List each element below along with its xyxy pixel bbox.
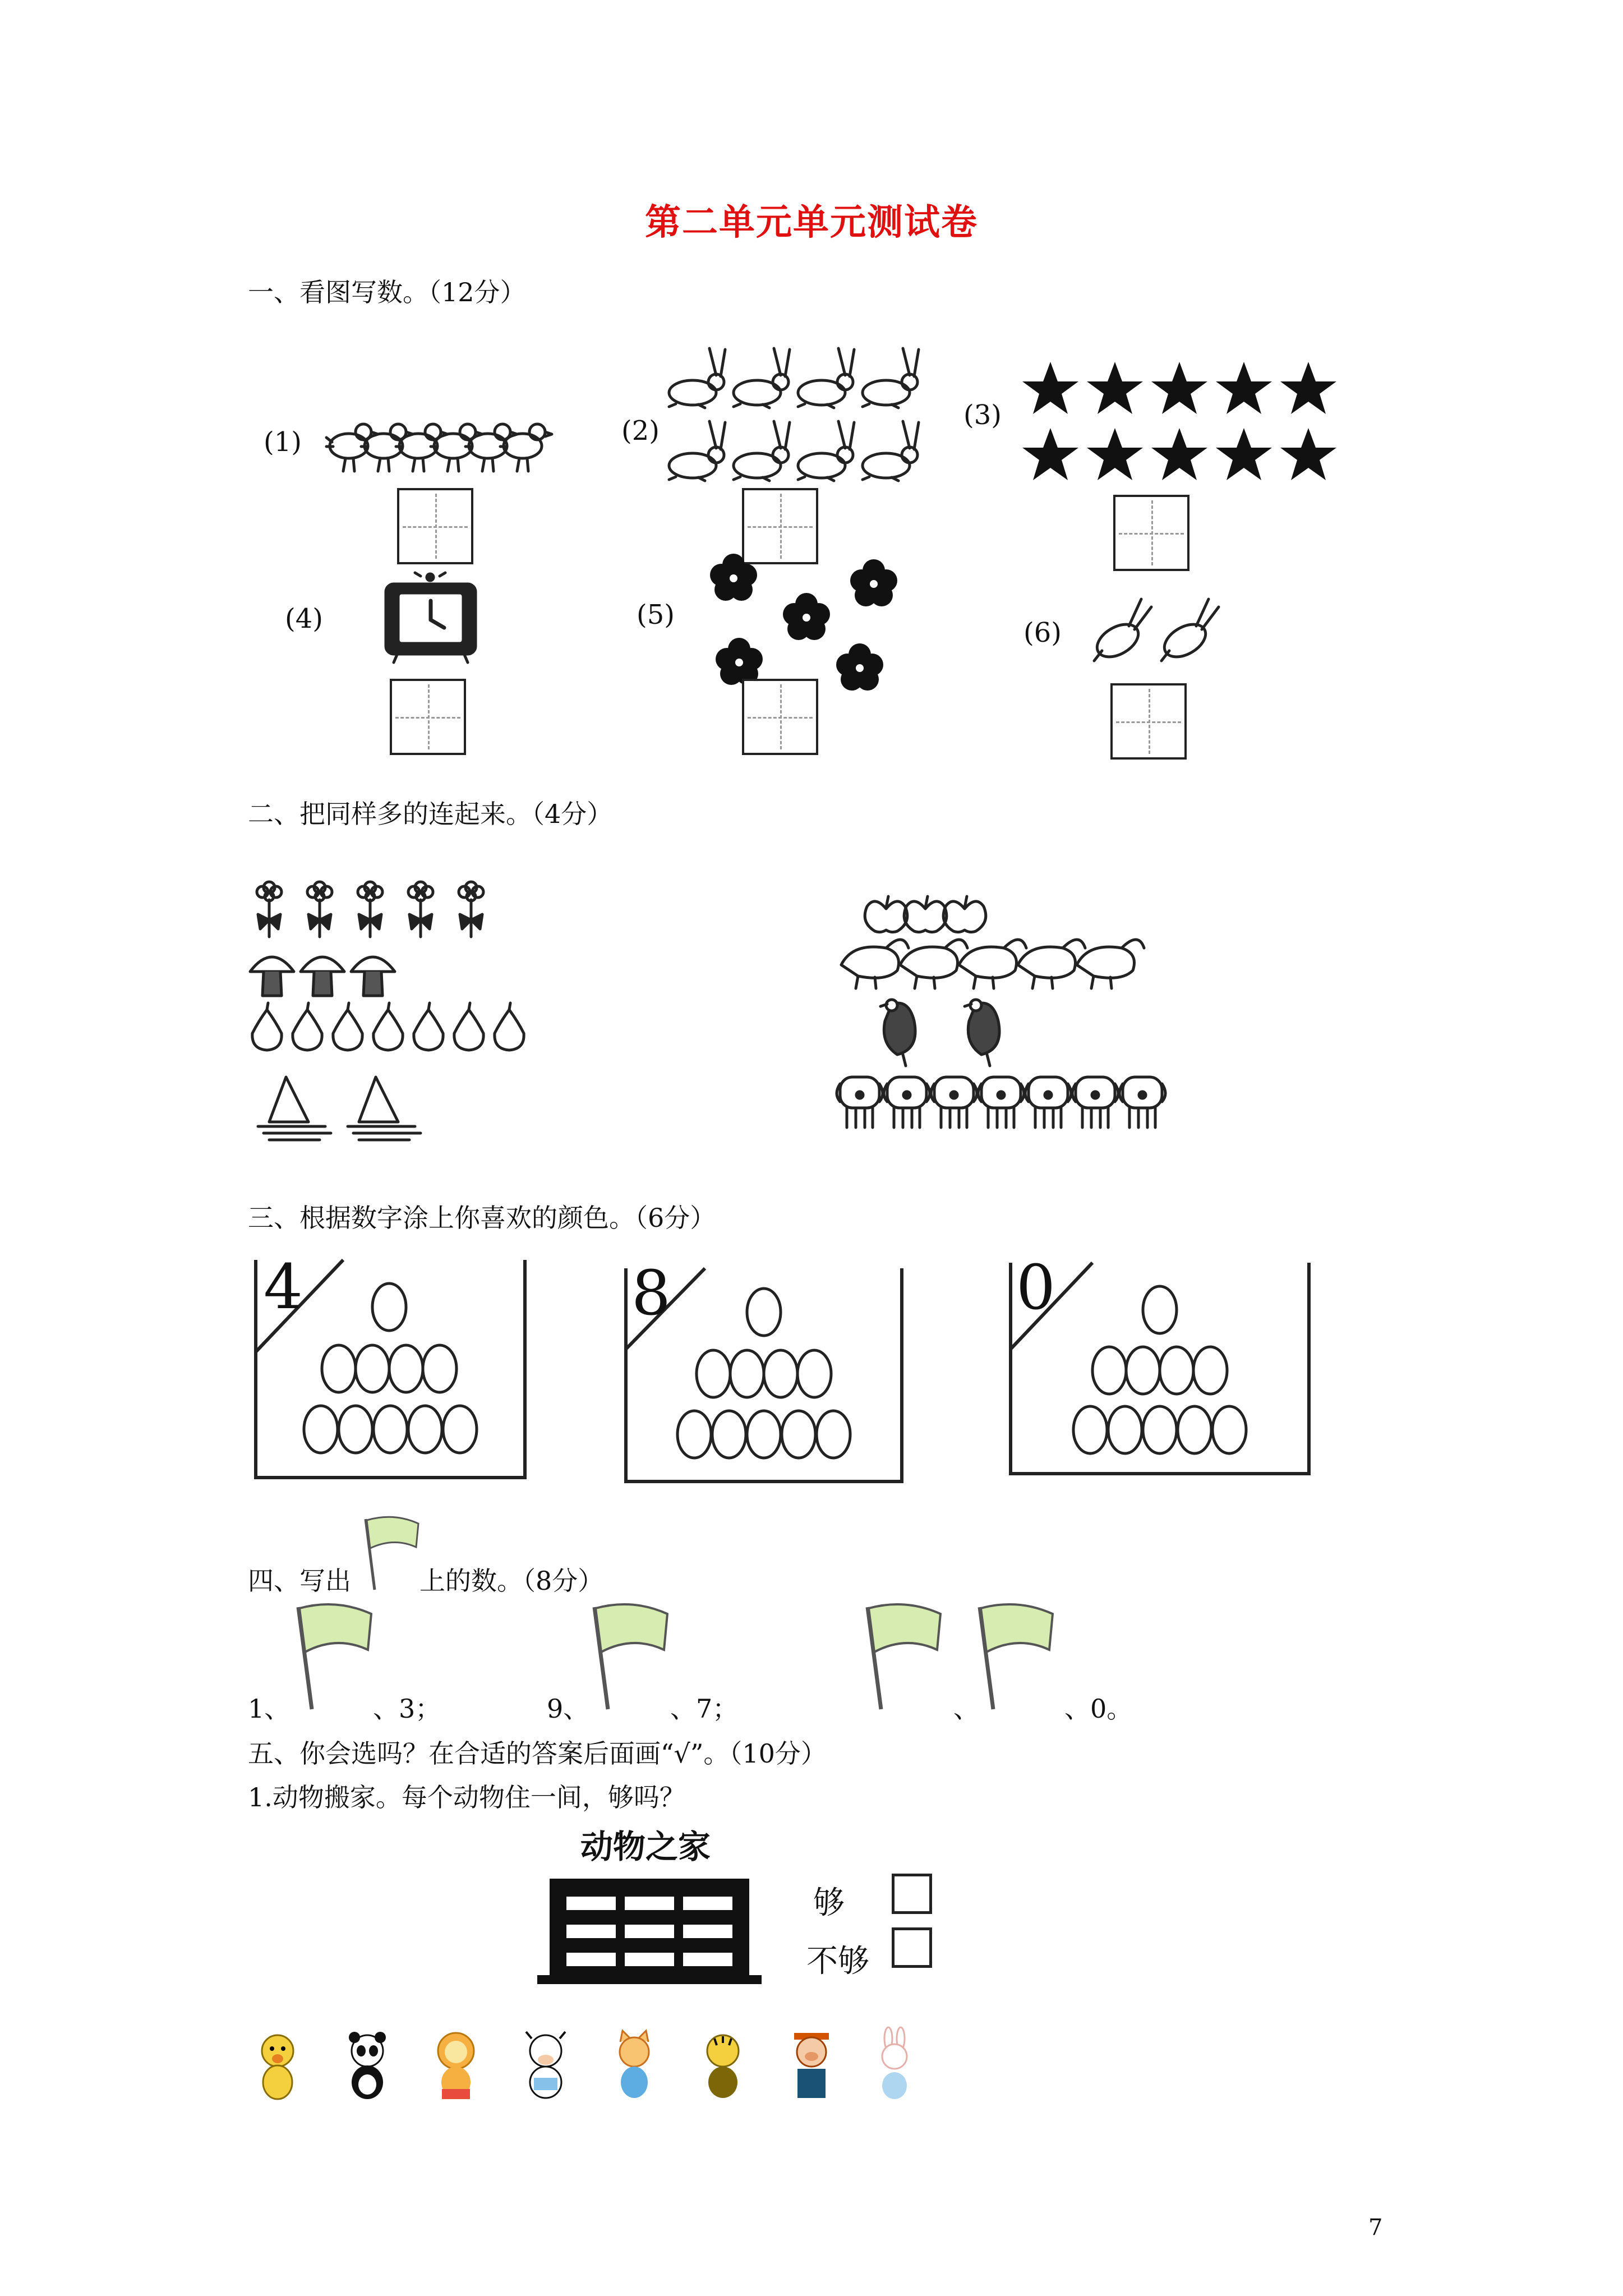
tiger-icon xyxy=(707,2035,739,2098)
s1-label-3: (3) xyxy=(963,399,1002,431)
s1-answer-box-6[interactable] xyxy=(1110,683,1187,760)
circle-pyramid[interactable] xyxy=(253,1257,528,1481)
mushroom-icon xyxy=(250,957,395,996)
s1-answer-box-5[interactable] xyxy=(742,679,818,755)
s1-answer-box-4[interactable] xyxy=(390,679,466,755)
rabbit-icon xyxy=(882,2027,907,2099)
right-picture-groups xyxy=(836,886,1217,1156)
question-1: 1.动物搬家。每个动物住一间，够吗？ xyxy=(248,1782,685,1812)
number-label: 4 xyxy=(264,1251,303,1323)
seq1-end: 、3； xyxy=(373,1694,441,1724)
chick-icon xyxy=(325,415,583,482)
dog-icon xyxy=(262,2035,293,2099)
lion-icon xyxy=(438,2033,474,2099)
s1-label-2: (2) xyxy=(621,415,660,447)
cow-icon xyxy=(526,2032,565,2098)
apple-icon xyxy=(865,896,986,932)
page-title: 第二单元单元测试卷 xyxy=(645,201,978,243)
section-3-heading: 三、根据数字涂上你喜欢的颜色。（6分） xyxy=(248,1203,716,1233)
section-1-heading: 一、看图写数。（12分） xyxy=(248,277,526,307)
flag-icon[interactable] xyxy=(973,1602,1057,1714)
s1-answer-box-3[interactable] xyxy=(1113,495,1189,571)
s1-label-5: (5) xyxy=(637,599,675,631)
flag-icon[interactable] xyxy=(292,1602,376,1714)
option-enough-checkbox[interactable] xyxy=(892,1874,932,1914)
s1-label-4: (4) xyxy=(285,603,323,634)
option-enough-label: 够 xyxy=(813,1885,845,1921)
animal-house-icon xyxy=(537,1876,762,1986)
flag-icon[interactable] xyxy=(861,1602,945,1714)
seq3-mid: 、 xyxy=(953,1694,979,1724)
section-5-heading: 五、你会选吗？在合适的答案后面画“√”。（10分） xyxy=(248,1738,827,1769)
page-number: 7 xyxy=(1368,2215,1383,2240)
s1-label-6: (6) xyxy=(1023,617,1062,648)
clock-icon xyxy=(381,569,479,665)
pear-icon xyxy=(252,1003,524,1050)
rabbit-icon xyxy=(665,345,934,491)
s1-answer-box-1[interactable] xyxy=(397,488,473,564)
left-picture-groups xyxy=(247,875,594,1156)
section-4-heading-end: 上的数。（8分） xyxy=(419,1566,604,1596)
option-not-enough-label: 不够 xyxy=(806,1943,869,1980)
seq2-end: 、7； xyxy=(670,1694,739,1724)
flag-icon[interactable] xyxy=(588,1602,672,1714)
seq2-first: 9、 xyxy=(547,1694,589,1724)
bird-icon xyxy=(880,1000,999,1066)
color-panel-3 xyxy=(1008,1251,1311,1484)
sailboat-icon xyxy=(258,1077,421,1140)
number-label: 0 xyxy=(1016,1251,1055,1323)
section-4-heading-start: 四、写出 xyxy=(248,1566,351,1596)
squirrel-icon xyxy=(841,940,1144,988)
animals-row xyxy=(247,2031,1032,2104)
s1-label-1: (1) xyxy=(264,426,302,458)
circle-pyramid[interactable] xyxy=(624,1265,904,1489)
color-panel-1 xyxy=(253,1251,528,1481)
cat-icon xyxy=(620,2031,649,2098)
flag-icon xyxy=(360,1515,423,1593)
rabbit-icon xyxy=(1085,595,1231,668)
star-icon xyxy=(1020,359,1345,488)
house-title: 动物之家 xyxy=(580,1828,711,1866)
section-2-heading: 二、把同样多的连起来。（4分） xyxy=(248,799,613,829)
flower-icon xyxy=(257,882,483,937)
color-panel-2 xyxy=(624,1257,904,1489)
circle-pyramid[interactable] xyxy=(1008,1259,1311,1484)
pig-icon xyxy=(794,2033,829,2098)
seq3-end: 、0。 xyxy=(1064,1694,1133,1724)
number-label: 8 xyxy=(631,1257,671,1329)
option-not-enough-checkbox[interactable] xyxy=(892,1927,932,1968)
seq1-first: 1、 xyxy=(248,1694,291,1724)
panda-icon xyxy=(349,2032,386,2099)
puppy-icon xyxy=(837,1077,1165,1128)
